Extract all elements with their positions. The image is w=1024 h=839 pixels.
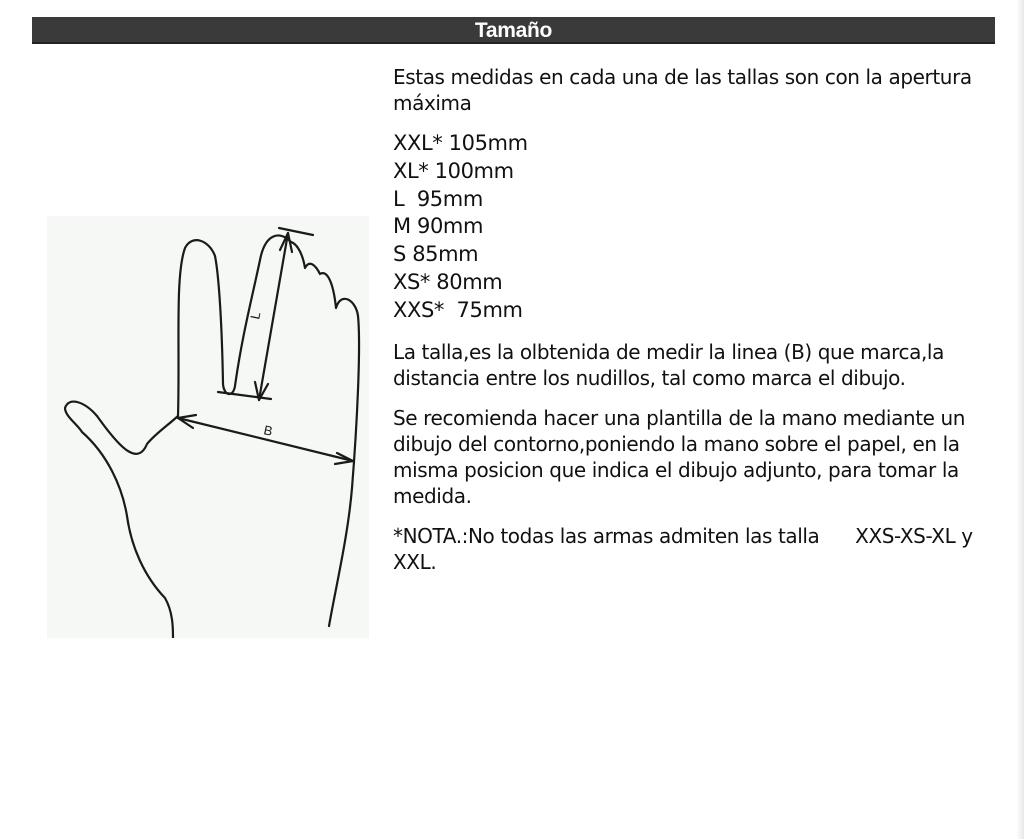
page-title: Tamaño — [474, 19, 553, 42]
hand-outline-drawing — [47, 216, 369, 638]
size-item: M 90mm — [393, 214, 484, 239]
size-item: XL* 100mm — [393, 158, 514, 183]
label-l: L — [247, 310, 264, 321]
measurement-explanation: La talla,es la olbtenida de medir la linea (B) que marca,la distancia entre los nudillos, tal como marca el dibujo. — [393, 339, 944, 390]
size-item: S 85mm — [393, 242, 479, 267]
right-edge-shadow — [1016, 0, 1024, 839]
hand-contour — [65, 236, 359, 638]
availability-note: *NOTA.:No todas las armas admiten las talla XXS-XS-XL y XXL. — [393, 523, 979, 574]
size-item: XS* 80mm — [393, 269, 503, 294]
intro-paragraph: Estas medidas en cada una de las tallas son con la apertura máxima — [393, 65, 972, 115]
size-guide-text — [393, 64, 1003, 589]
header-bar — [32, 17, 995, 44]
label-b: B — [262, 422, 274, 439]
size-item: L 95mm — [393, 186, 483, 211]
hand-measurement-diagram — [47, 216, 369, 638]
size-item: XXS* 75mm — [393, 297, 523, 322]
size-item: XXL* 105mm — [393, 131, 528, 155]
measure-cap-l-top — [279, 228, 313, 235]
measure-line-l — [259, 233, 288, 400]
size-list — [393, 130, 1003, 325]
template-recommendation: Se recomienda hacer una plantilla de la mano mediante un dibujo del contorno,poniendo la mano sobre el papel, en la misma posicion que indica el dibujo adjunto, para tomar la medida. — [393, 405, 966, 508]
